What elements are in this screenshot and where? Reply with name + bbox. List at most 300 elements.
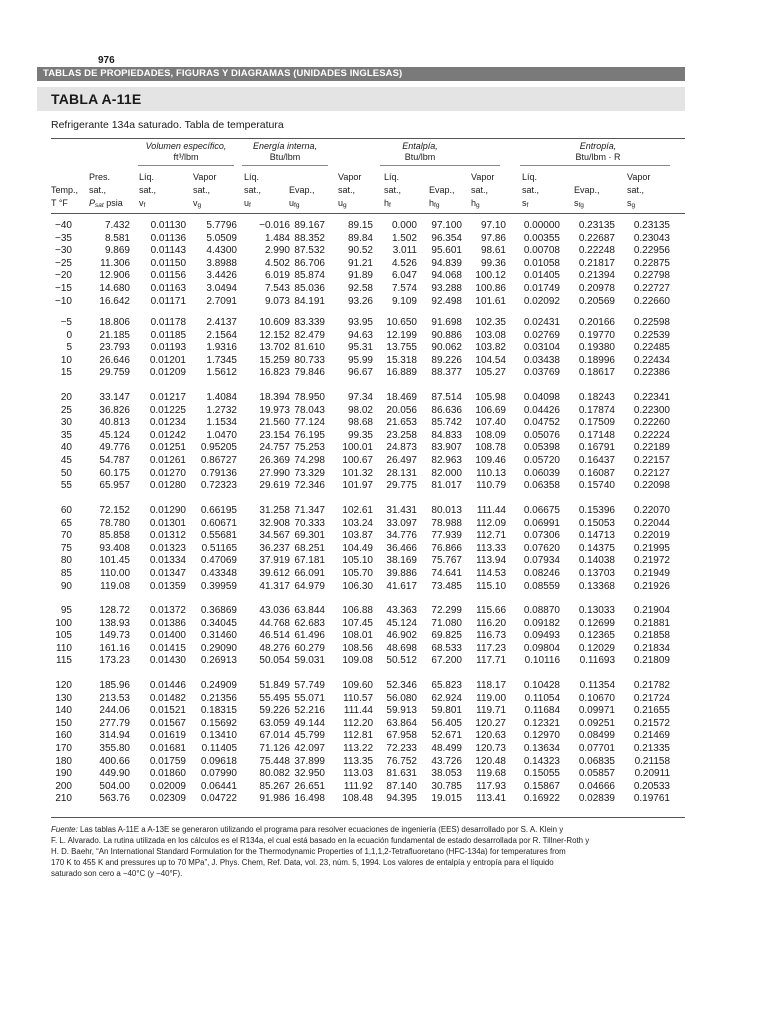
table-row bbox=[0, 296, 768, 309]
cell-hg: 108.09 bbox=[475, 429, 506, 441]
cell-hf: 1.502 bbox=[391, 232, 417, 244]
cell-hg: 113.41 bbox=[476, 793, 506, 805]
cell-sfg: 0.12699 bbox=[578, 617, 615, 629]
cell-sfg: 0.09251 bbox=[578, 717, 615, 729]
cell-sfg: 0.15053 bbox=[578, 517, 615, 529]
cell-sf: 0.09182 bbox=[523, 617, 560, 629]
group-units-entropia: Btu/lbm · R bbox=[575, 152, 621, 162]
cell-sg: 0.22660 bbox=[633, 295, 670, 307]
cell-sf: 0.00708 bbox=[523, 245, 560, 257]
cell-hf: 43.363 bbox=[386, 605, 417, 616]
cell-ufg: 37.899 bbox=[294, 755, 325, 767]
cell-vg: 0.34045 bbox=[200, 617, 237, 629]
chapter-title: TABLAS DE PROPIEDADES, FIGURAS Y DIAGRAMAS (UNIDADES INGLESAS) bbox=[43, 68, 403, 79]
cell-hf: 26.497 bbox=[386, 455, 417, 466]
footnote-line-5: saturado son cero a −40°C (y −40°F). bbox=[51, 869, 183, 878]
cell-uf: 10.609 bbox=[259, 317, 290, 328]
cell-pres: 29.759 bbox=[99, 367, 130, 379]
cell-hfg: 48.499 bbox=[431, 743, 462, 754]
cell-uf: 21.560 bbox=[259, 417, 290, 429]
cell-uf: 80.082 bbox=[259, 768, 290, 780]
footnote-line-2: F. L. Alvarado. La rutina utilizada en los cálculos es el R134a, el cual está basado en la ecuación fundamental de estado desarrollada por R. Tillner-Roth y bbox=[51, 836, 590, 845]
header-hf-line1: Líq. bbox=[384, 172, 400, 182]
cell-hg: 102.35 bbox=[475, 317, 506, 328]
cell-uf: 67.014 bbox=[259, 730, 290, 742]
cell-hf: 63.864 bbox=[386, 717, 417, 729]
cell-hg: 112.71 bbox=[476, 530, 506, 542]
cell-uf: 59.226 bbox=[259, 705, 290, 717]
cell-sg: 0.22157 bbox=[633, 455, 670, 466]
cell-temp: 180 bbox=[55, 755, 72, 767]
cell-sg: 0.21881 bbox=[633, 617, 670, 629]
cell-pres: 161.16 bbox=[99, 642, 130, 654]
cell-sf: 0.07620 bbox=[523, 542, 560, 554]
cell-pres: 213.53 bbox=[99, 692, 130, 704]
cell-ug: 103.24 bbox=[342, 517, 373, 529]
table-row bbox=[0, 530, 768, 543]
cell-ug: 109.08 bbox=[342, 655, 373, 667]
cell-ufg: 32.950 bbox=[294, 768, 325, 780]
cell-sf: 0.15867 bbox=[523, 780, 560, 792]
table-title: TABLA A-11E bbox=[51, 91, 142, 107]
cell-sfg: 0.07701 bbox=[578, 743, 615, 754]
cell-uf: 6.019 bbox=[264, 270, 290, 282]
cell-vg: 0.66195 bbox=[200, 505, 237, 516]
table-row bbox=[0, 555, 768, 568]
cell-sf: 0.02092 bbox=[523, 295, 560, 307]
cell-hfg: 81.017 bbox=[431, 480, 462, 492]
cell-uf: 32.908 bbox=[259, 517, 290, 529]
cell-ufg: 49.144 bbox=[294, 717, 325, 729]
table-row bbox=[0, 643, 768, 656]
cell-hf: 45.124 bbox=[386, 617, 417, 629]
cell-hfg: 82.000 bbox=[431, 467, 462, 479]
cell-pres: 23.793 bbox=[99, 342, 130, 354]
cell-uf: 48.276 bbox=[259, 642, 290, 654]
cell-hf: 4.526 bbox=[391, 257, 417, 269]
group-name-volumen: Volumen específico, bbox=[145, 141, 227, 151]
header-hfg-line2: Evap., bbox=[429, 185, 455, 195]
cell-vf: 0.01171 bbox=[150, 295, 186, 307]
cell-sfg: 0.16791 bbox=[578, 442, 615, 454]
footnote bbox=[51, 824, 685, 879]
cell-hfg: 93.288 bbox=[431, 283, 462, 294]
cell-vg: 0.47069 bbox=[200, 555, 237, 567]
cell-vg: 0.86727 bbox=[200, 455, 237, 466]
cell-hf: 10.650 bbox=[386, 317, 417, 328]
cell-hfg: 56.405 bbox=[431, 717, 462, 729]
cell-ufg: 63.844 bbox=[294, 605, 325, 616]
cell-hfg: 96.354 bbox=[431, 232, 462, 244]
cell-hg: 117.93 bbox=[476, 780, 506, 792]
cell-temp: 170 bbox=[55, 743, 72, 754]
cell-vf: 0.02009 bbox=[149, 780, 186, 792]
cell-sg: 0.22875 bbox=[633, 257, 670, 269]
cell-hg: 97.10 bbox=[480, 220, 506, 231]
cell-vg: 2.4137 bbox=[206, 317, 237, 328]
cell-ug: 111.44 bbox=[343, 705, 373, 717]
cell-ug: 108.48 bbox=[342, 793, 373, 805]
cell-hfg: 69.825 bbox=[431, 630, 462, 642]
cell-sg: 0.21809 bbox=[633, 655, 670, 667]
cell-temp: −10 bbox=[55, 295, 72, 307]
cell-uf: 23.154 bbox=[259, 429, 290, 441]
cell-vg: 3.4426 bbox=[206, 270, 237, 282]
cell-ug: 100.01 bbox=[342, 442, 373, 454]
cell-vf: 0.01334 bbox=[149, 555, 186, 567]
cell-vg: 0.24909 bbox=[200, 680, 237, 691]
cell-ufg: 77.124 bbox=[294, 417, 325, 429]
cell-hfg: 82.963 bbox=[431, 455, 462, 466]
table-row bbox=[0, 768, 768, 781]
cell-uf: 18.394 bbox=[259, 392, 290, 403]
cell-sg: 0.21972 bbox=[633, 555, 670, 567]
cell-hfg: 67.200 bbox=[431, 655, 462, 667]
cell-sg: 0.21926 bbox=[633, 580, 670, 592]
cell-uf: 27.990 bbox=[259, 467, 290, 479]
cell-vf: 0.01301 bbox=[149, 517, 186, 529]
cell-sfg: 0.17509 bbox=[578, 417, 615, 429]
cell-pres: 18.806 bbox=[99, 317, 130, 328]
cell-vf: 0.01217 bbox=[149, 392, 186, 403]
cell-vg: 0.29090 bbox=[200, 642, 237, 654]
cell-hg: 120.27 bbox=[475, 717, 506, 729]
cell-uf: 34.567 bbox=[259, 530, 290, 542]
cell-vf: 0.01619 bbox=[149, 730, 186, 742]
cell-pres: 119.08 bbox=[100, 580, 130, 592]
cell-sg: 0.22539 bbox=[633, 329, 670, 341]
cell-vf: 0.01270 bbox=[149, 467, 186, 479]
cell-hf: 46.902 bbox=[386, 630, 417, 642]
cell-ug: 112.81 bbox=[343, 730, 373, 742]
cell-hg: 105.27 bbox=[475, 367, 506, 379]
cell-pres: 54.787 bbox=[99, 455, 130, 466]
header-vg-line1: Vapor bbox=[193, 172, 217, 182]
cell-hg: 109.46 bbox=[475, 455, 506, 466]
cell-sg: 0.22727 bbox=[633, 283, 670, 294]
cell-sf: 0.13634 bbox=[523, 743, 560, 754]
cell-hf: 67.958 bbox=[386, 730, 417, 742]
cell-ug: 98.02 bbox=[347, 404, 373, 416]
cell-temp: 15 bbox=[60, 367, 72, 379]
cell-vg: 1.5612 bbox=[206, 367, 237, 379]
cell-temp: 5 bbox=[66, 342, 72, 354]
cell-ufg: 60.279 bbox=[294, 642, 325, 654]
cell-temp: 25 bbox=[60, 404, 72, 416]
cell-sf: 0.05076 bbox=[523, 429, 560, 441]
cell-uf: 7.543 bbox=[264, 283, 290, 294]
group-header-entropia bbox=[548, 141, 648, 163]
cell-vf: 0.01386 bbox=[149, 617, 186, 629]
header-uf-line2: sat., bbox=[244, 185, 262, 195]
cell-sf: 0.04752 bbox=[523, 417, 560, 429]
cell-sfg: 0.15740 bbox=[578, 480, 615, 492]
cell-sfg: 0.16437 bbox=[578, 455, 615, 466]
cell-uf: 41.317 bbox=[259, 580, 290, 592]
footnote-line-1: Las tablas A-11E a A-13E se generaron utilizando el programa para resolver ecuaciones de ingeniería (EES) desarrollado por S. A. Klein y bbox=[79, 825, 564, 834]
cell-uf: 12.152 bbox=[259, 329, 290, 341]
table-title-bar bbox=[37, 87, 685, 111]
cell-hfg: 84.833 bbox=[431, 429, 462, 441]
cell-pres: 355.80 bbox=[99, 743, 130, 754]
cell-ug: 107.45 bbox=[342, 617, 373, 629]
cell-ufg: 72.346 bbox=[294, 480, 325, 492]
table-row bbox=[0, 283, 768, 296]
cell-ufg: 76.195 bbox=[294, 429, 325, 441]
cell-hf: 38.169 bbox=[386, 555, 417, 567]
cell-ufg: 61.496 bbox=[294, 630, 325, 642]
cell-uf: 2.990 bbox=[264, 245, 290, 257]
table-row bbox=[0, 568, 768, 581]
cell-hf: 34.776 bbox=[386, 530, 417, 542]
cell-hf: 41.617 bbox=[386, 580, 417, 592]
cell-temp: 210 bbox=[55, 793, 72, 805]
cell-sfg: 0.09971 bbox=[578, 705, 615, 717]
cell-temp: −35 bbox=[55, 232, 72, 244]
cell-pres: 40.813 bbox=[99, 417, 130, 429]
cell-uf: 36.237 bbox=[259, 542, 290, 554]
cell-vf: 0.01312 bbox=[149, 530, 186, 542]
group-name-entalpia: Entalpía, bbox=[402, 141, 438, 151]
cell-ufg: 80.733 bbox=[294, 354, 325, 366]
cell-hfg: 94.839 bbox=[431, 257, 462, 269]
cell-pres: 185.96 bbox=[99, 680, 130, 691]
cell-hfg: 91.698 bbox=[431, 317, 462, 328]
cell-temp: 0 bbox=[66, 329, 72, 341]
cell-hg: 116.20 bbox=[476, 617, 506, 629]
cell-pres: 244.06 bbox=[99, 705, 130, 717]
table-row bbox=[0, 330, 768, 343]
header-sg-line1: Vapor bbox=[627, 172, 651, 182]
table-row bbox=[0, 743, 768, 756]
cell-hf: 21.653 bbox=[386, 417, 417, 429]
cell-sfg: 0.19380 bbox=[578, 342, 615, 354]
cell-sg: 0.22224 bbox=[633, 429, 670, 441]
cell-vg: 0.43348 bbox=[200, 568, 237, 579]
cell-uf: 1.484 bbox=[264, 232, 290, 244]
cell-temp: 110 bbox=[56, 642, 72, 654]
group-header-energia bbox=[240, 141, 330, 163]
header-hfg-symbol: $h_{fg}$ bbox=[429, 198, 440, 209]
cell-temp: 30 bbox=[60, 417, 72, 429]
cell-ug: 106.88 bbox=[342, 605, 373, 616]
cell-vg: 0.60671 bbox=[200, 517, 237, 529]
cell-temp: −25 bbox=[55, 257, 72, 269]
cell-sg: 0.20533 bbox=[633, 780, 670, 792]
header-vg-symbol: $v_g$ bbox=[193, 198, 202, 209]
cell-vf: 0.01482 bbox=[149, 692, 186, 704]
table-row bbox=[0, 317, 768, 330]
header-ug-line1: Vapor bbox=[338, 172, 362, 182]
cell-hg: 110.13 bbox=[476, 467, 506, 479]
table-row bbox=[0, 581, 768, 594]
cell-ug: 95.31 bbox=[347, 342, 373, 354]
cell-ufg: 88.352 bbox=[294, 232, 325, 244]
cell-temp: −40 bbox=[55, 220, 72, 231]
cell-pres: 11.306 bbox=[100, 257, 130, 269]
cell-hf: 56.080 bbox=[386, 692, 417, 704]
cell-hf: 59.913 bbox=[386, 705, 417, 717]
cell-sfg: 0.13703 bbox=[578, 568, 615, 579]
table-row bbox=[0, 618, 768, 631]
cell-hfg: 80.013 bbox=[431, 505, 462, 516]
cell-ug: 89.84 bbox=[347, 232, 373, 244]
cell-sfg: 0.14038 bbox=[578, 555, 615, 567]
cell-ufg: 86.706 bbox=[294, 257, 325, 269]
cell-vf: 0.01430 bbox=[149, 655, 186, 667]
header-ufg-symbol: $u_{fg}$ bbox=[289, 198, 300, 209]
cell-sf: 0.10428 bbox=[523, 680, 560, 691]
cell-pres: 8.581 bbox=[104, 232, 130, 244]
cell-uf: 55.495 bbox=[259, 692, 290, 704]
group-header-entalpia bbox=[370, 141, 470, 163]
cell-sfg: 0.22687 bbox=[578, 232, 615, 244]
cell-hg: 101.61 bbox=[475, 295, 506, 307]
cell-pres: 65.957 bbox=[99, 480, 130, 492]
header-temp-line1: Temp., bbox=[51, 185, 79, 195]
table-row bbox=[0, 468, 768, 481]
cell-vf: 0.01681 bbox=[149, 743, 186, 754]
footnote-label: Fuente: bbox=[51, 825, 78, 834]
header-vg-line2: sat., bbox=[193, 185, 211, 195]
header-hf-line2: sat., bbox=[384, 185, 402, 195]
cell-ug: 97.34 bbox=[347, 392, 373, 403]
cell-sf: 0.03104 bbox=[523, 342, 560, 354]
cell-sfg: 0.04666 bbox=[578, 780, 615, 792]
cell-hf: 31.431 bbox=[386, 505, 417, 516]
cell-sg: 0.22098 bbox=[633, 480, 670, 492]
cell-pres: 78.780 bbox=[99, 517, 130, 529]
cell-ufg: 87.532 bbox=[294, 245, 325, 257]
cell-vg: 0.51165 bbox=[201, 542, 237, 554]
cell-sf: 0.12321 bbox=[523, 717, 560, 729]
cell-hg: 98.61 bbox=[480, 245, 506, 257]
cell-pres: 93.408 bbox=[99, 542, 130, 554]
table-row bbox=[0, 342, 768, 355]
cell-uf: 85.267 bbox=[259, 780, 290, 792]
cell-vg: 0.72323 bbox=[200, 480, 237, 492]
cell-sg: 0.21158 bbox=[634, 755, 670, 767]
table-row bbox=[0, 417, 768, 430]
cell-hg: 115.66 bbox=[476, 605, 506, 616]
cell-vg: 1.1534 bbox=[206, 417, 237, 429]
cell-vf: 0.01185 bbox=[150, 329, 186, 341]
cell-pres: 16.642 bbox=[99, 295, 130, 307]
cell-pres: 49.776 bbox=[99, 442, 130, 454]
table-subtitle: Refrigerante 134a saturado. Tabla de temperatura bbox=[51, 119, 284, 131]
cell-vf: 0.01567 bbox=[149, 717, 186, 729]
cell-pres: 173.23 bbox=[99, 655, 130, 667]
cell-hfg: 43.726 bbox=[431, 755, 462, 767]
cell-hfg: 88.377 bbox=[431, 367, 462, 379]
cell-vg: 4.4300 bbox=[206, 245, 237, 257]
cell-sg: 0.22260 bbox=[633, 417, 670, 429]
cell-uf: 24.757 bbox=[259, 442, 290, 454]
cell-temp: 55 bbox=[60, 480, 72, 492]
cell-ug: 101.32 bbox=[342, 467, 373, 479]
cell-vf: 0.01156 bbox=[150, 270, 186, 282]
cell-temp: 45 bbox=[60, 455, 72, 466]
cell-uf: 91.986 bbox=[259, 793, 290, 805]
cell-vf: 0.01347 bbox=[149, 568, 186, 579]
cell-vg: 3.0494 bbox=[206, 283, 237, 294]
cell-hg: 113.94 bbox=[476, 555, 506, 567]
cell-ug: 91.89 bbox=[347, 270, 373, 282]
cell-hg: 119.71 bbox=[476, 705, 506, 717]
cell-pres: 7.432 bbox=[104, 220, 130, 231]
table-row bbox=[0, 405, 768, 418]
cell-sg: 0.22044 bbox=[633, 517, 670, 529]
cell-pres: 277.79 bbox=[99, 717, 130, 729]
cell-hfg: 94.068 bbox=[431, 270, 462, 282]
cell-hg: 110.79 bbox=[476, 480, 506, 492]
cell-uf: 26.369 bbox=[259, 455, 290, 466]
cell-sf: 0.01405 bbox=[523, 270, 560, 282]
cell-hg: 112.09 bbox=[476, 517, 506, 529]
cell-sf: 0.10116 bbox=[524, 655, 560, 667]
cell-hf: 15.318 bbox=[386, 354, 417, 366]
cell-sfg: 0.06835 bbox=[578, 755, 615, 767]
cell-pres: 12.906 bbox=[99, 270, 130, 282]
cell-sfg: 0.18617 bbox=[578, 367, 615, 379]
cell-hfg: 19.015 bbox=[431, 793, 462, 805]
cell-sg: 0.22189 bbox=[633, 442, 670, 454]
cell-ug: 104.49 bbox=[342, 542, 373, 554]
cell-temp: 100 bbox=[55, 617, 72, 629]
cell-sfg: 0.14375 bbox=[578, 542, 615, 554]
cell-sfg: 0.08499 bbox=[578, 730, 615, 742]
cell-vg: 3.8988 bbox=[206, 257, 237, 269]
cell-vg: 5.7796 bbox=[206, 220, 237, 231]
cell-sg: 0.22300 bbox=[633, 404, 670, 416]
cell-ufg: 16.498 bbox=[294, 793, 325, 805]
header-sf-symbol: $s_f$ bbox=[522, 198, 529, 209]
group-line-volumen bbox=[138, 165, 234, 166]
cell-ug: 91.21 bbox=[347, 257, 373, 269]
cell-pres: 101.45 bbox=[99, 555, 130, 567]
cell-sfg: 0.21394 bbox=[578, 270, 615, 282]
cell-vf: 0.01290 bbox=[149, 505, 186, 516]
cell-sg: 0.22070 bbox=[633, 505, 670, 516]
cell-vf: 0.01225 bbox=[149, 404, 186, 416]
group-name-entropia: Entropía, bbox=[579, 141, 617, 151]
cell-temp: 190 bbox=[55, 768, 72, 780]
cell-ug: 95.99 bbox=[347, 354, 373, 366]
cell-vf: 0.01261 bbox=[149, 455, 186, 466]
cell-ug: 108.01 bbox=[342, 630, 373, 642]
cell-temp: 70 bbox=[60, 530, 72, 542]
cell-vg: 5.0509 bbox=[206, 232, 237, 244]
cell-uf: 4.502 bbox=[264, 257, 290, 269]
table-row bbox=[0, 756, 768, 769]
cell-vf: 0.01372 bbox=[149, 605, 186, 616]
cell-vg: 2.7091 bbox=[206, 295, 237, 307]
cell-hfg: 38.053 bbox=[431, 768, 462, 780]
cell-pres: 21.185 bbox=[99, 329, 130, 341]
cell-temp: 10 bbox=[60, 354, 72, 366]
cell-sfg: 0.14713 bbox=[578, 530, 615, 542]
header-sg-line2: sat., bbox=[627, 185, 645, 195]
cell-sg: 0.21834 bbox=[633, 642, 670, 654]
cell-vg: 0.95205 bbox=[200, 442, 237, 454]
cell-vf: 0.01209 bbox=[149, 367, 186, 379]
cell-ug: 98.68 bbox=[347, 417, 373, 429]
table-row bbox=[0, 518, 768, 531]
cell-vf: 0.01521 bbox=[149, 705, 186, 717]
cell-temp: 105 bbox=[55, 630, 72, 642]
header-hg-symbol: $h_g$ bbox=[471, 198, 480, 209]
header-uf-line1: Líq. bbox=[244, 172, 260, 182]
